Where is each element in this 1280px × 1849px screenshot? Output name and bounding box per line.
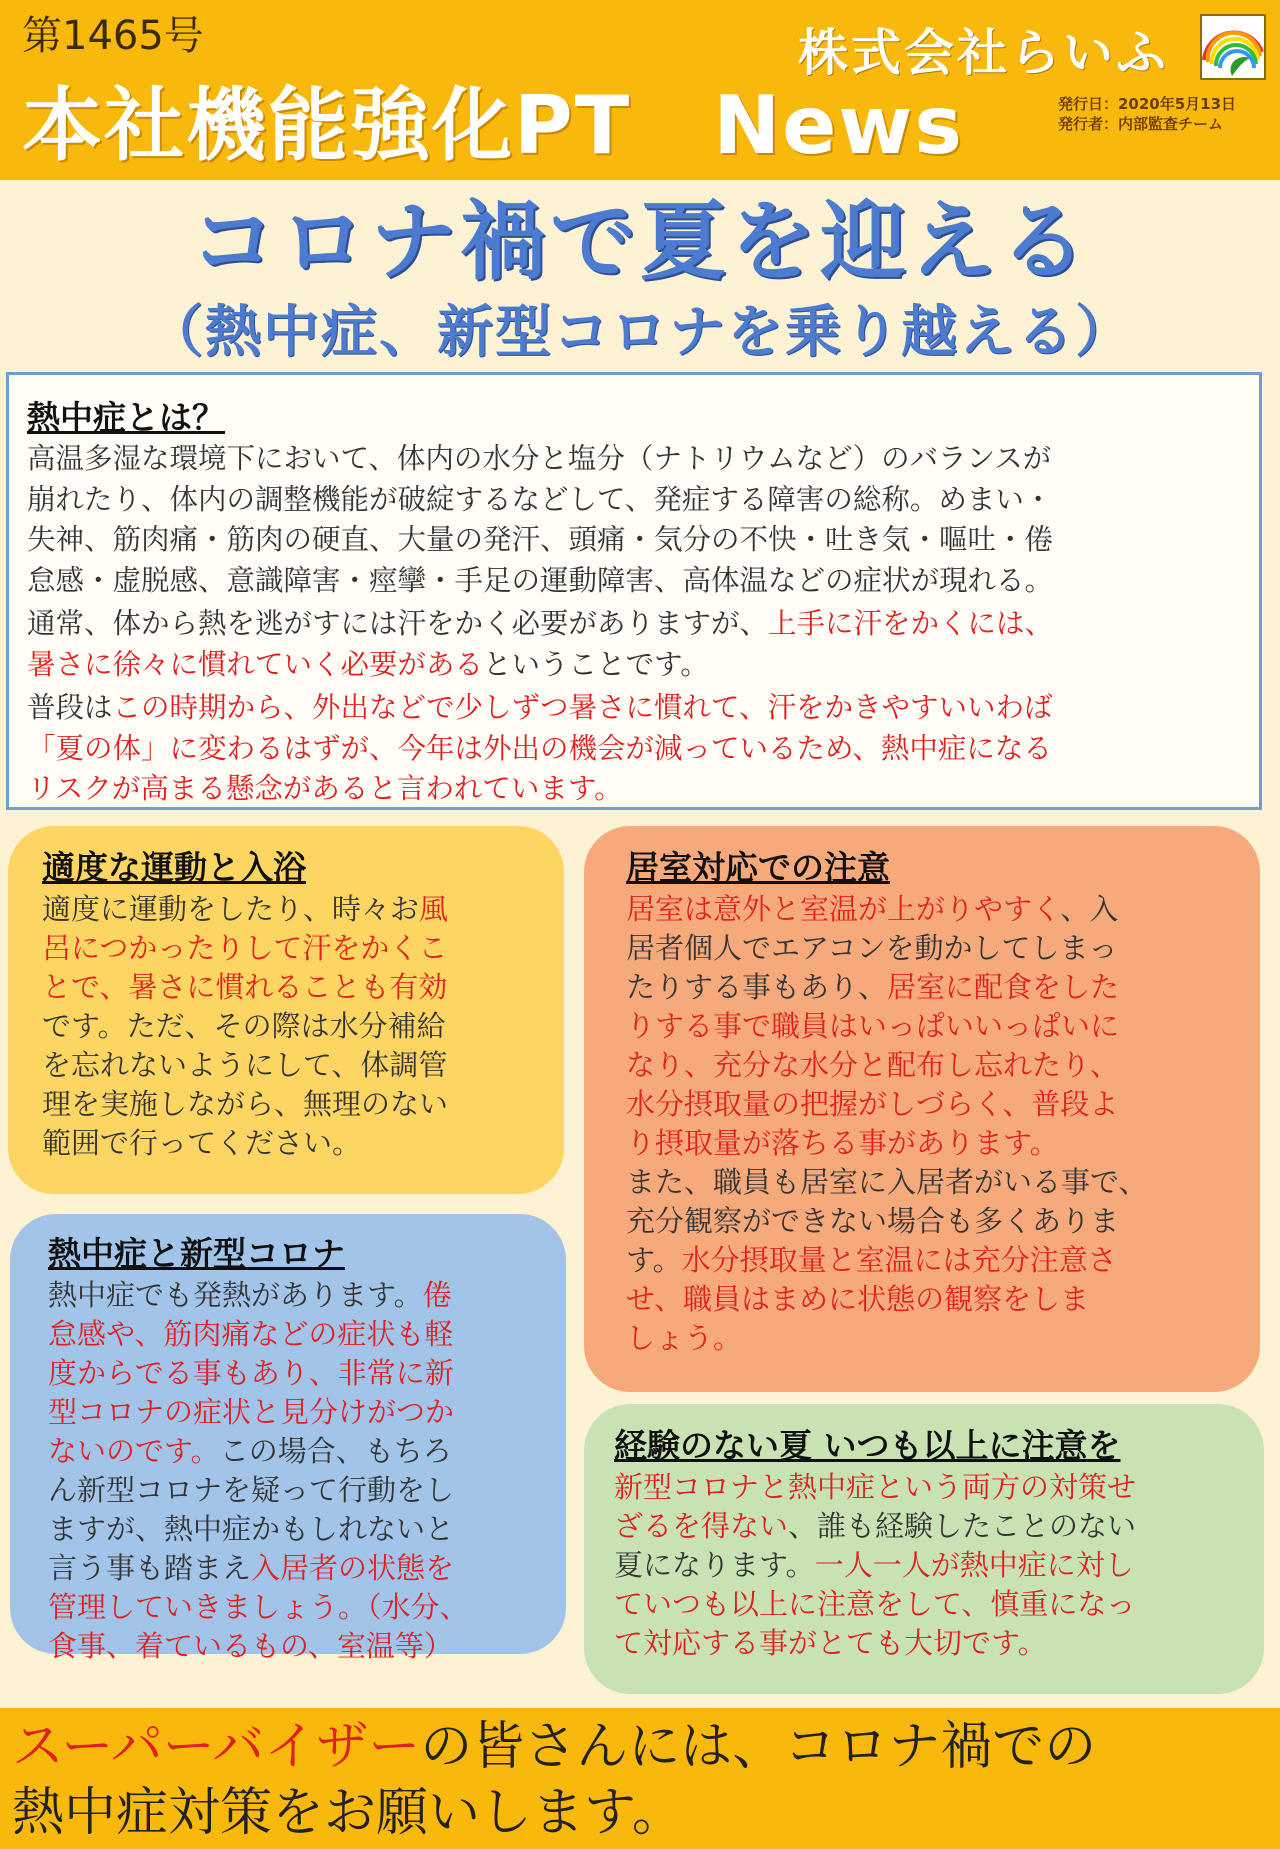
line [626,890,1234,929]
risk-paragraph-cont: 「夏の体」に変わるはずが、今年は外出の機会が減っているため、熱中症になる [27,731,1052,765]
emphasis-line: しょう。 [626,1321,743,1355]
emphasis-text: 倦 [422,1278,452,1312]
text: 普段は [27,691,113,724]
text: す。 [626,1243,682,1277]
emphasis-text: 水分摂取量と室温には充分注意さ [681,1243,1117,1277]
line [626,968,1234,1007]
definition-line: 失神、筋肉痛・筋肉の硬直、大量の発汗、頭痛・気分の不快・吐き気・嘔吐・倦 [27,523,1054,556]
text: 夏になります。 [614,1548,815,1582]
heatstroke-covid-card [10,1214,566,1663]
publication-meta [1058,94,1236,134]
issue-number: 第1465号 [22,13,204,59]
text: たりする事もあり、 [626,970,888,1004]
newsletter-title: 本社機能強化PT News [22,79,964,172]
definition-line: 怠感・虚脱感、意識障害・痙攣・手足の運動障害、高体温などの症状が現れる。 [27,563,1054,597]
heatstroke-definition-box [6,372,1262,810]
emphasis-text: 居室に配食をした [887,970,1120,1004]
line [614,1507,1242,1546]
line: を忘れないようにして、体調管 [42,1048,448,1082]
line: ん新型コロナを疑って行動をし [48,1473,455,1507]
emphasis-line: 水分摂取量の把握がしづらく、普段よ [626,1087,1119,1121]
card-body [626,890,1234,1358]
text: この場合、もちろ [219,1434,452,1468]
card-body [42,890,544,1163]
footer-banner [0,1708,1280,1849]
line: です。ただ、その際は水分補給 [42,1009,446,1043]
line: ますが、熱中症かもしれないと [48,1512,455,1546]
publisher: 発行者：内部監査チーム [1058,115,1224,133]
emphasis-line: 食事、着ているもの、室温等） [48,1629,453,1663]
unprecedented-summer-card [584,1404,1264,1694]
emphasis-line: り摂取量が落ちる事があります。 [626,1126,1059,1160]
footer-line: 熱中症対策をお願いします。 [12,1783,684,1843]
emphasis-line: 新型コロナと熱中症という両方の対策せ [614,1470,1137,1504]
text: 言う事も踏まえ [48,1551,252,1585]
card-title: 熱中症と新型コロナ [48,1234,345,1273]
definition-title: 熱中症とは？ [27,398,225,437]
text: 適度に運動をしたり、時々お [42,892,420,926]
card-body [614,1468,1242,1663]
emphasis-line: て対応する事がとても大切です。 [614,1626,1047,1660]
text: 熱中症でも発熱があります。 [48,1278,423,1312]
line [626,1241,1234,1280]
emphasis-line: ていつも以上に注意をして、慎重になっ [614,1587,1136,1621]
line [48,1549,556,1588]
line: 範囲で行ってください。 [42,1126,362,1160]
publish-date: 発行日：2020年5月13日 [1058,95,1237,113]
emphasis-line: 呂につかったりして汗をかくこ [42,931,448,965]
line: 居者個人でエアコンを動かしてしまっ [626,931,1118,965]
emphasis-text: スーパーバイザー [12,1717,421,1777]
text: 、誰も経験したことのない [788,1509,1137,1543]
emphasis-line: とで、暑さに慣れることも有効 [42,970,448,1004]
text: 、入 [1060,892,1119,926]
line [42,890,544,929]
company-name: 株式会社らいふ [798,24,1169,82]
sweat-paragraph [27,604,1243,644]
definition-line: 崩れたり、体内の調整機能が破綻するなどして、発症する障害の総称。めまい・ [27,482,1053,516]
emphasis-line: 度からでる事もあり、非常に新 [48,1356,454,1390]
emphasis-line: 型コロナの症状と見分けがつか [48,1395,455,1429]
sweat-paragraph-cont [27,645,1243,685]
emphasis-text: ないのです。 [48,1434,220,1468]
line: 理を実施しながら、無理のない [42,1087,449,1121]
risk-paragraph [27,688,1243,728]
emphasis-text: 暑さに徐々に慣れていく必要がある [27,647,484,681]
emphasis-text: ざるを得ない [614,1509,789,1543]
card-body [48,1276,556,1666]
line [48,1276,556,1315]
emphasis-line: りする事で職員はいっぱいいっぱいに [626,1009,1120,1043]
emphasis-text: 入居者の状態を [251,1551,455,1585]
definition-line: 高温多湿な環境下において、体内の水分と塩分（ナトリウムなど）のバランスが [27,442,1052,475]
emphasis-line: 怠感や、筋肉痛などの症状も軽 [48,1317,454,1351]
footer-line [12,1714,1280,1780]
text: ということです。 [483,647,709,681]
emphasis-text: この時期から、外出などで少しずつ暑さに慣れて、汗をかきやすいいわば [112,691,1053,724]
line [48,1432,556,1471]
emphasis-text: 一人一人が熱中症に対し [814,1548,1134,1582]
line: また、職員も居室に入居者がいる事で、 [626,1165,1148,1199]
main-headline: コロナ禍で夏を迎える [190,192,1090,292]
emphasis-line: 管理していきましょう。（水分、 [48,1590,469,1624]
sub-headline: （熱中症、新型コロナを乗り越える） [147,300,1133,365]
text: 通常、体から熱を逃がすには汗をかく必要がありますが、 [27,607,769,640]
emphasis-text: 居室は意外と室温が上がりやすく [626,892,1061,926]
card-title: 適度な運動と入浴 [42,848,306,887]
risk-paragraph-cont: リスクが高まる懸念があると言われています。 [27,772,623,805]
emphasis-line: なり、充分な水分と配布し忘れたり、 [626,1048,1120,1082]
line: 充分観察ができない場合も多くありま [626,1204,1120,1238]
exercise-bathing-card [8,826,564,1194]
emphasis-text: 上手に汗をかくには、 [768,607,1054,640]
rainbow-logo-icon [1200,14,1266,80]
emphasis-line: せ、職員はまめに状態の観察をしま [626,1282,1090,1316]
text: の皆さんには、コロナ禍での [420,1717,1097,1777]
emphasis-text: 風 [419,892,449,926]
room-caution-card [584,826,1260,1392]
line [614,1546,1242,1585]
card-title: 居室対応での注意 [626,848,890,887]
card-title: 経験のない夏 いつも以上に注意を [614,1426,1121,1465]
